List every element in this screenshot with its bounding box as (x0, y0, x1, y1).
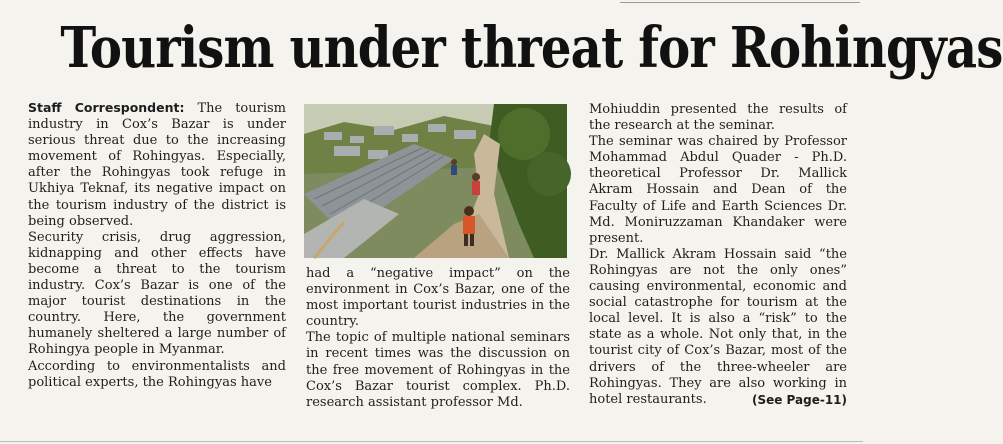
see-page-link: (See Page-11) (751, 392, 847, 407)
refugee-camp-photo (304, 104, 567, 258)
photo-illustration (304, 104, 567, 258)
paragraph: The seminar was chaired by Professor Mohammad Abdul Quader - Ph.D. theoretical Professor Dr. Mallick Akram Hossain and Dean of the Faculty of Life and Earth Sciences Dr. Md. Moniruzzaman Khandaker were present. (589, 134, 847, 246)
paragraph: According to environmentalists and political experts, the Rohingyas have (28, 358, 286, 390)
bottom-rule (0, 441, 863, 442)
article-column-1 (28, 100, 286, 391)
paragraph: Security crisis, drug aggression, kidnapping and other effects have become a threat to the tourism industry. Cox’s Bazar is one of the major tourist destinations in the country. Here, the government humanely sheltered a large number of Rohingya people in Myanmar. (28, 229, 286, 358)
paragraph: Mohiuddin presented the results of the research at the seminar. (589, 102, 847, 134)
paragraph-text: The tourism industry in Cox’s Bazar is under serious threat due to the increasing movement of Rohingyas. Especially, after the Rohingyas took refuge in Ukhiya Teknaf, its negative impact on the tourism industry of the district is being observed. (28, 101, 287, 229)
byline: Staff Correspondent: (28, 100, 185, 115)
article-column-2 (306, 266, 570, 411)
paragraph: had a “negative impact” on the environment in Cox’s Bazar, one of the most important tourist industries in the country. (306, 266, 570, 330)
headline: Tourism under threat for Rohingyas (60, 15, 1003, 81)
paragraph (28, 100, 286, 230)
article-column-3 (589, 102, 847, 408)
paragraph-text: Dr. Mallick Akram Hossain said “the Rohingyas are not the only ones” causing environmental, economic and social catastrophe for tourism at the local level. It is also a “risk” to the state as a whole. Not only that, in the tourist city of Cox’s Bazar, most of the drivers of the three-wheeler are Rohingyas. They are also working in hotel restaurants. (589, 246, 847, 407)
top-rule (620, 2, 860, 3)
paragraph (589, 247, 847, 408)
paragraph: The topic of multiple national seminars in recent times was the discussion on the free movement of Rohingyas in the Cox’s Bazar tourist complex. Ph.D. research assistant professor Md. (306, 330, 570, 410)
